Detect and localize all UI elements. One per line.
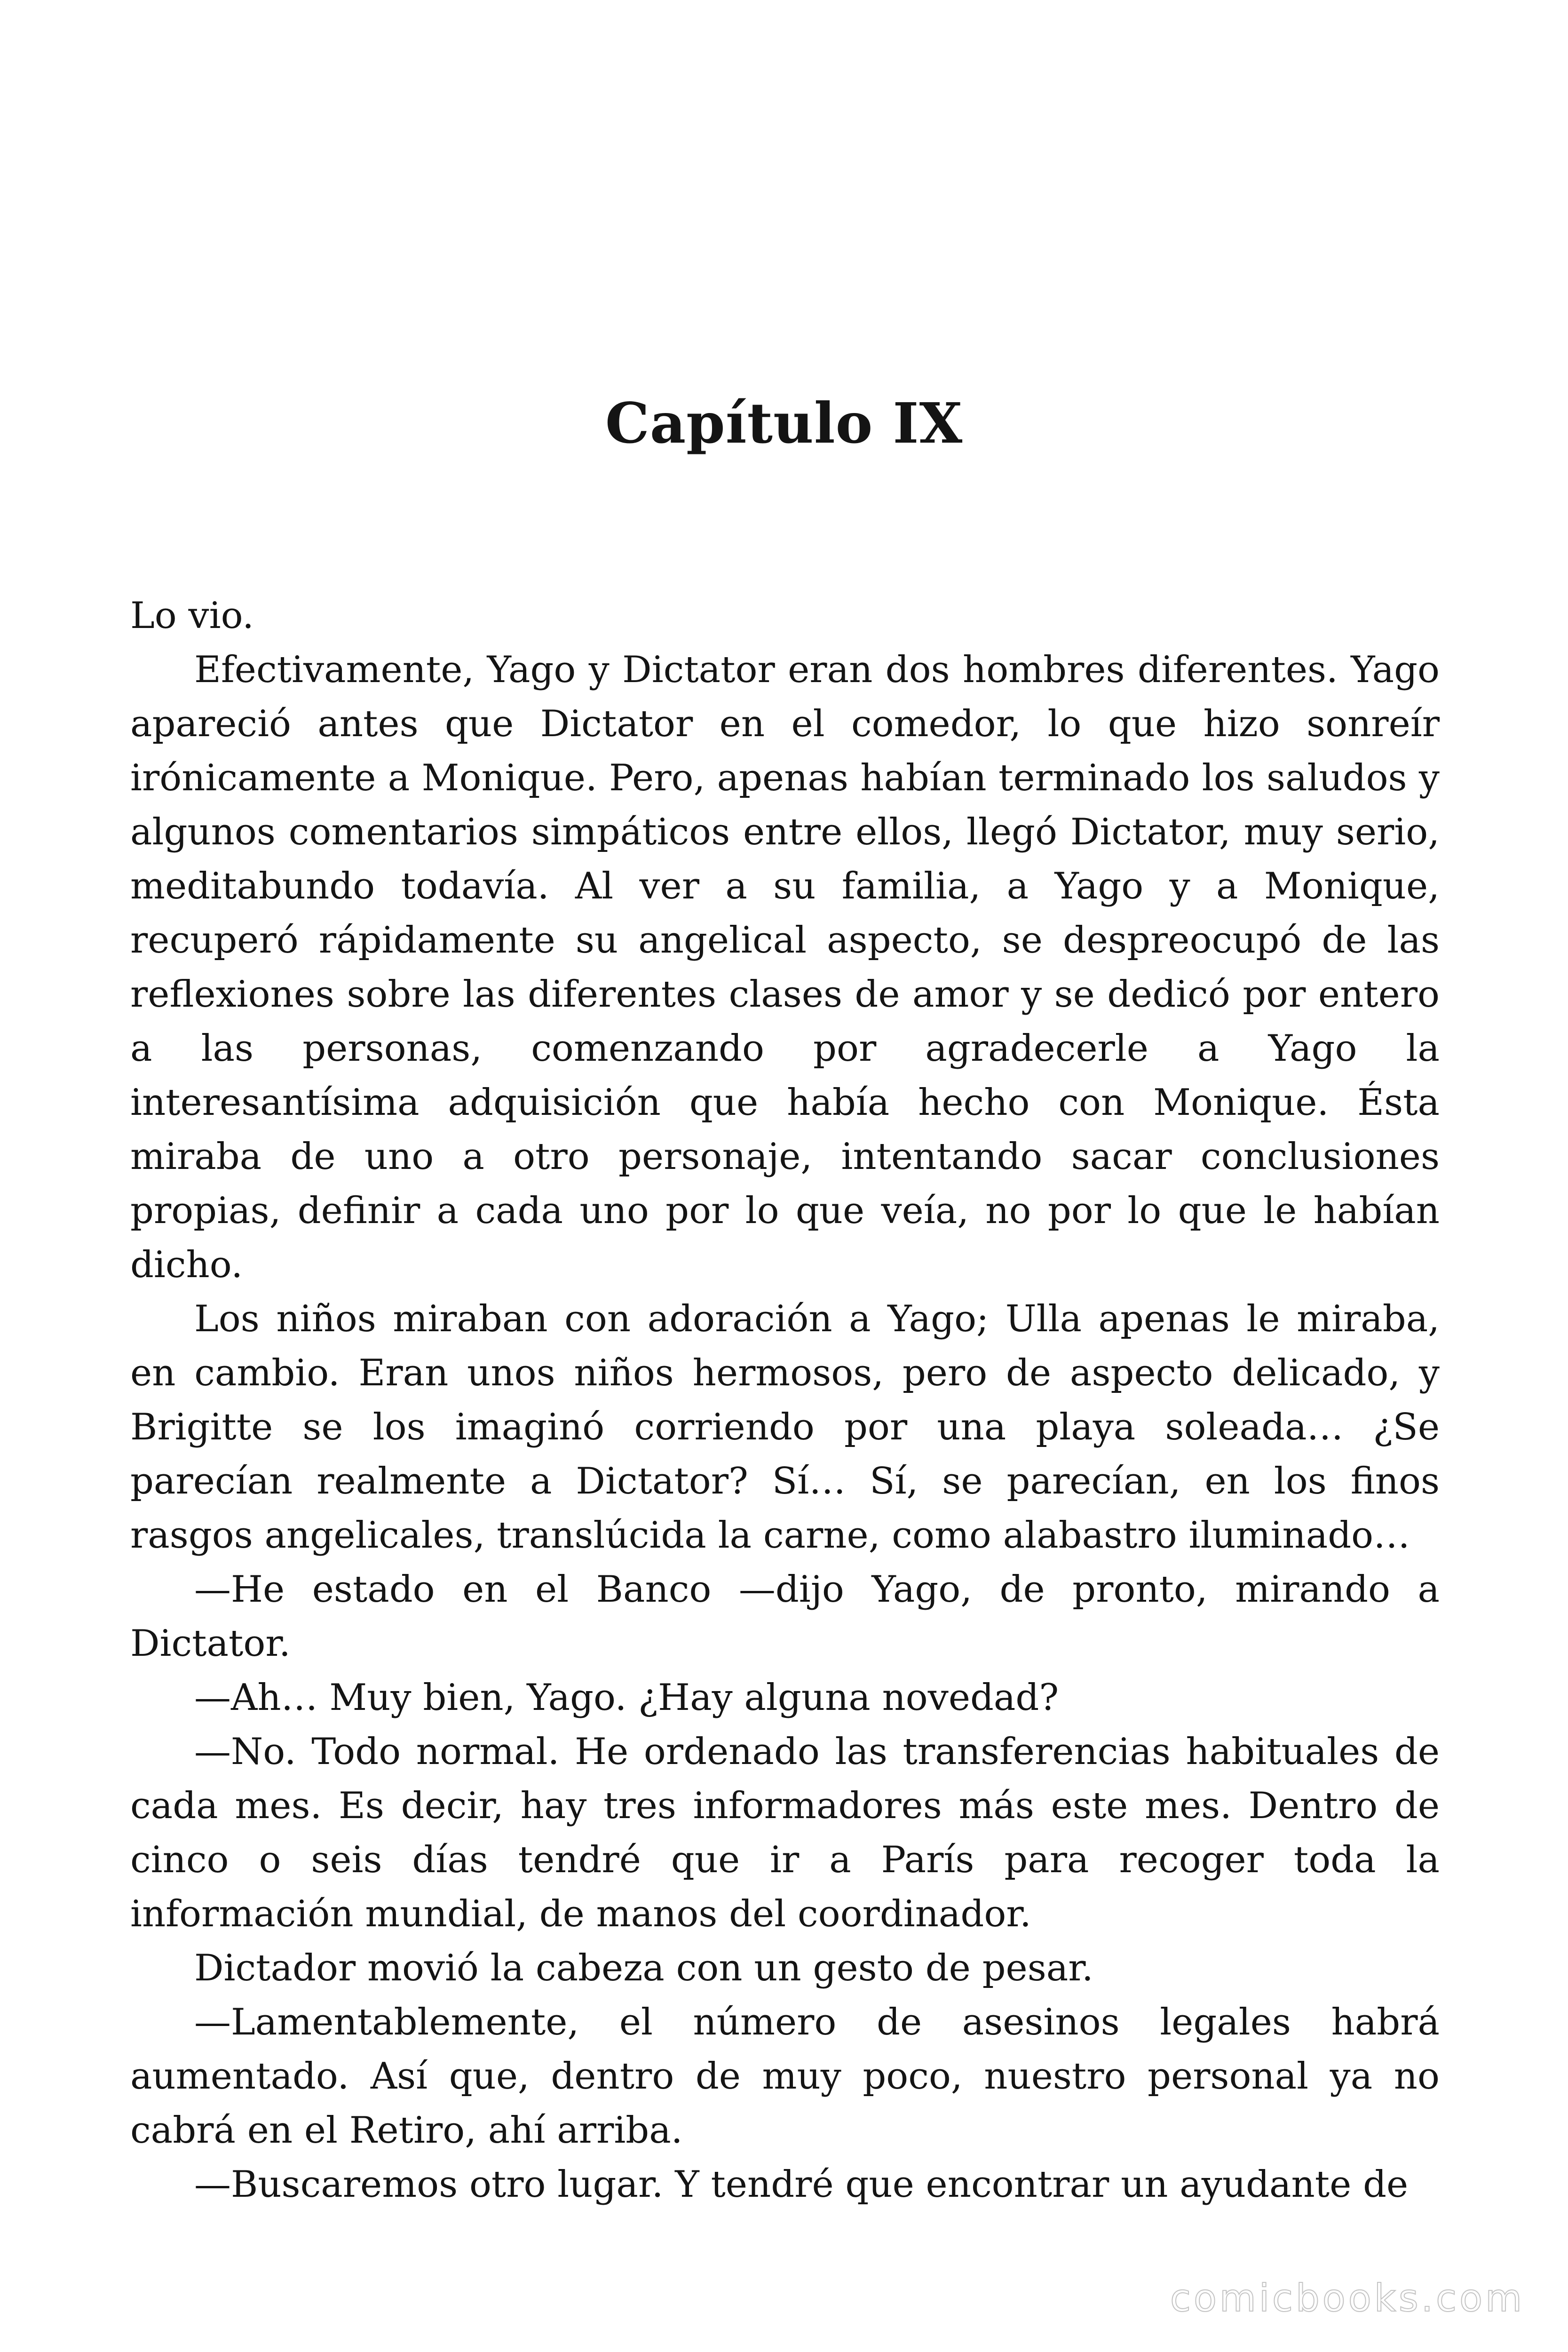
paragraph: —Buscaremos otro lugar. Y tendré que encontrar un ayudante de xyxy=(194,2163,1409,2206)
chapter-title: Capítulo IX xyxy=(605,390,963,456)
paragraph: —Ah… Muy bien, Yago. ¿Hay alguna novedad? xyxy=(194,1677,1059,1719)
paragraph: —He estado en el Banco —dijo Yago, de pronto, mirando a Dictator. xyxy=(130,1568,1440,1665)
body-text xyxy=(130,589,1440,2212)
paragraph: —No. Todo normal. He ordenado las transferencias habituales de cada mes. Es decir, hay tres informadores más este mes. Dentro de cinco o seis días tendré que ir a París para recoger toda la información mundial, de manos del coordinador. xyxy=(130,1731,1440,1935)
paragraph: Lo vio. xyxy=(130,595,254,637)
paragraph: Los niños miraban con adoración a Yago; Ulla apenas le miraba, en cambio. Eran unos niños hermosos, pero de aspecto delicado, y Brigitte se los imaginó corriendo por una playa soleada… ¿Se parecían realmente a Dictator? Sí… Sí, se parecían, en los finos rasgos angelicales, translúcida la carne, como alabastro iluminado… xyxy=(130,1298,1440,1557)
paragraph: Efectivamente, Yago y Dictator eran dos hombres diferentes. Yago apareció antes que Dictator en el comedor, lo que hizo sonreír irónicamente a Monique. Pero, apenas habían terminado los saludos y algunos comentarios simpáticos entre ellos, llegó Dictator, muy serio, meditabundo todavía. Al ver a su familia, a Yago y a Monique, recuperó rápidamente su angelical aspecto, se despreocupó de las reflexiones sobre las diferentes clases de amor y se dedicó por entero a las personas, comenzando por agradecerle a Yago la interesantísima adquisición que había hecho con Monique. Ésta miraba de uno a otro personaje, intentando sacar conclusiones propias, definir a cada uno por lo que veía, no por lo que le habían dicho. xyxy=(130,649,1440,1286)
watermark: comicbooks.com xyxy=(1170,2276,1525,2320)
paragraph: Dictador movió la cabeza con un gesto de pesar. xyxy=(194,1947,1093,1989)
paragraph: —Lamentablemente, el número de asesinos legales habrá aumentado. Así que, dentro de muy poco, nuestro personal ya no cabrá en el Retiro, ahí arriba. xyxy=(130,2001,1440,2152)
